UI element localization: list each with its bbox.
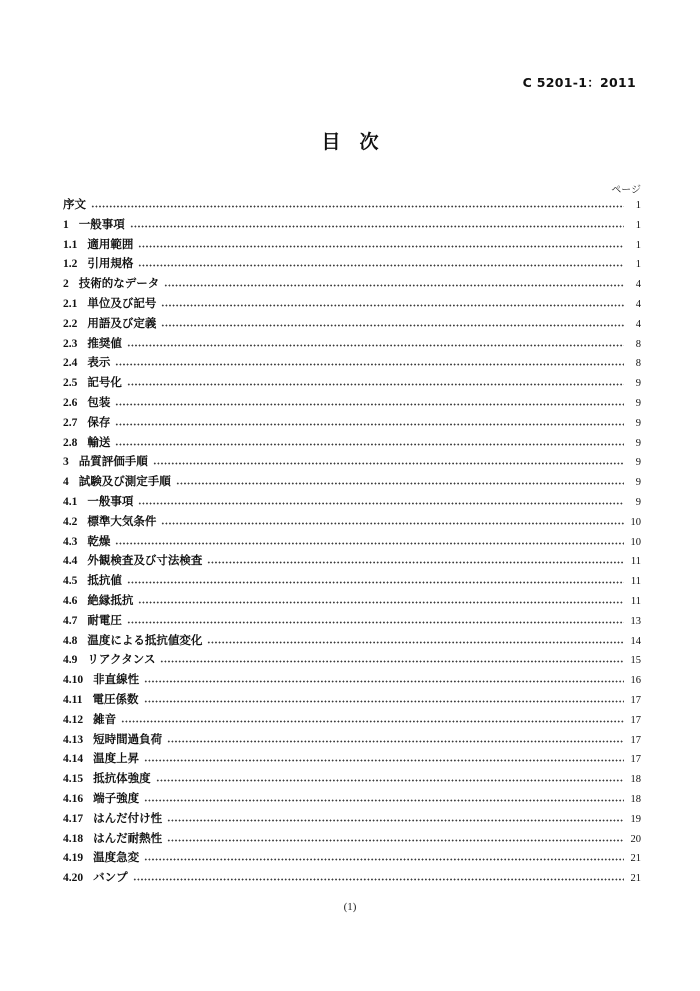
toc-entry-number: 2.5 — [63, 377, 78, 390]
toc-entry-page: 4 — [635, 298, 641, 310]
toc-entry-number: 4.5 — [63, 575, 78, 588]
toc-entry-number: 4.20 — [63, 872, 84, 885]
toc-entry-page: 10 — [630, 536, 641, 548]
toc-entry-page: 9 — [635, 477, 641, 489]
toc-entry — [63, 691, 641, 711]
toc-entry-label: 短時間過負荷 — [93, 731, 163, 746]
toc-entry — [63, 770, 641, 790]
toc-entry-label: 一般事項 — [78, 216, 125, 231]
toc-entry-number: 2.2 — [63, 317, 78, 330]
dotted-leader — [207, 561, 624, 564]
toc-entry-number: 4.4 — [63, 555, 78, 568]
toc-entry-label: バンプ — [93, 870, 128, 885]
toc-entry-page: 9 — [635, 437, 641, 449]
dotted-leader — [127, 621, 624, 624]
dotted-leader — [176, 482, 624, 485]
toc-entry-page: 1 — [635, 200, 641, 211]
toc-entry-number: 2.3 — [63, 337, 78, 350]
toc-entry-number: 4 — [63, 476, 69, 489]
toc-entry-page: 4 — [635, 279, 641, 291]
toc-entry-page: 9 — [635, 397, 641, 409]
toc-entry-page: 17 — [630, 694, 641, 706]
page-column-label: ページ — [611, 185, 641, 196]
toc-entry-page: 21 — [630, 853, 641, 865]
dotted-leader — [91, 205, 624, 208]
toc-entry-page: 16 — [630, 675, 641, 687]
toc-entry — [63, 513, 641, 533]
toc-entry-number: 4.17 — [63, 812, 84, 825]
dotted-leader — [138, 245, 624, 248]
toc-entry-label: 保存 — [87, 414, 111, 429]
toc-entry — [63, 473, 641, 493]
toc-entry-page: 17 — [630, 734, 641, 746]
toc-entry-number: 4.18 — [63, 832, 84, 845]
dotted-leader — [144, 759, 624, 762]
toc-entry-page: 10 — [630, 516, 641, 528]
toc-entry-page: 1 — [635, 219, 641, 231]
toc-entry — [63, 414, 641, 434]
toc-entry — [63, 869, 641, 889]
toc-entry-label: 温度急変 — [93, 850, 140, 865]
toc-entry-number: 2.4 — [63, 357, 78, 370]
toc-entry-number: 1 — [63, 218, 69, 231]
dotted-leader — [127, 344, 624, 347]
toc-entry-label: 表示 — [87, 355, 111, 370]
toc-entry-label: 適用範囲 — [87, 236, 134, 251]
toc-entry-number: 2.6 — [63, 396, 78, 409]
toc-entry-number: 4.11 — [63, 693, 83, 706]
dotted-leader — [130, 225, 624, 228]
toc-entry-number: 4.12 — [63, 713, 84, 726]
toc-entry-number: 2.7 — [63, 416, 78, 429]
toc-entry — [63, 216, 641, 236]
toc-entry-number: 1.1 — [63, 238, 78, 251]
dotted-leader — [153, 462, 624, 465]
dotted-leader — [144, 680, 624, 683]
toc-entry-number: 4.8 — [63, 634, 78, 647]
toc-entry — [63, 552, 641, 572]
dotted-leader — [127, 383, 624, 386]
dotted-leader — [167, 819, 624, 822]
toc-entry-label: 引用規格 — [87, 256, 134, 271]
toc-entry — [63, 790, 641, 810]
toc-entry-page: 1 — [635, 239, 641, 251]
toc-entry — [63, 849, 641, 869]
toc-entry-page: 17 — [630, 754, 641, 766]
dotted-leader — [144, 858, 624, 861]
toc-entry-number: 2.1 — [63, 297, 78, 310]
toc-entry — [63, 394, 641, 414]
toc-entry-number: 4.15 — [63, 773, 84, 786]
dotted-leader — [167, 740, 624, 743]
toc-entry-page: 8 — [635, 358, 641, 370]
toc-entry — [63, 830, 641, 850]
toc-entry-label: 記号化 — [87, 375, 122, 390]
toc-entry-number: 4.13 — [63, 733, 84, 746]
toc-entry-label: 単位及び記号 — [87, 295, 157, 310]
toc-entry — [63, 533, 641, 553]
toc-entry — [63, 572, 641, 592]
toc-entry — [63, 632, 641, 652]
toc-entry-page: 9 — [635, 378, 641, 390]
dotted-leader — [144, 700, 625, 703]
toc-entry — [63, 434, 641, 454]
toc-entry-label: 温度による抵抗値変化 — [87, 632, 203, 647]
toc-entry — [63, 236, 641, 256]
dotted-leader — [115, 443, 624, 446]
toc-entry — [63, 592, 641, 612]
toc-entry-page: 19 — [630, 813, 641, 825]
toc-entry-label: はんだ付け性 — [93, 810, 163, 825]
toc-entry-number: 4.16 — [63, 792, 84, 805]
toc-entry — [63, 315, 641, 335]
toc-entry — [63, 295, 641, 315]
toc-entry-label: 品質評価手順 — [78, 454, 148, 469]
toc-entry-number: 2 — [63, 278, 69, 291]
toc-entry-label: 端子強度 — [93, 790, 140, 805]
toc-entry — [63, 493, 641, 513]
toc-entry-label: 包装 — [87, 394, 111, 409]
toc-title: 目 次 — [321, 131, 379, 153]
dotted-leader — [115, 542, 624, 545]
dotted-leader — [161, 324, 624, 327]
dotted-leader — [207, 641, 624, 644]
dotted-leader — [138, 502, 624, 505]
dotted-leader — [115, 423, 624, 426]
toc-entry-number: 3 — [63, 456, 69, 469]
dotted-leader — [121, 720, 624, 723]
toc-entry-page: 11 — [630, 595, 641, 607]
dotted-leader — [156, 779, 624, 782]
toc-entry-page: 13 — [630, 615, 641, 627]
toc-entry-page: 8 — [635, 338, 641, 350]
toc-entry — [63, 612, 641, 632]
toc-entry-label: 序文 — [63, 197, 86, 211]
toc-entry-label: 絶縁抵抗 — [87, 592, 134, 607]
toc-entry-label: 雑音 — [93, 711, 117, 726]
toc-entry — [63, 671, 641, 691]
dotted-leader — [127, 581, 624, 584]
toc-entry-label: 試験及び測定手順 — [78, 474, 171, 489]
toc-entry-label: 非直線性 — [93, 672, 140, 687]
toc-entry-number: 4.2 — [63, 515, 78, 528]
toc-entry-page: 18 — [630, 774, 641, 786]
toc-entry-number: 4.7 — [63, 614, 78, 627]
toc-entry-label: 電圧係数 — [92, 691, 139, 706]
toc-entry — [63, 750, 641, 770]
toc-entry — [63, 255, 641, 275]
toc-entry-number: 4.1 — [63, 495, 78, 508]
toc-entry-label: 耐電圧 — [87, 612, 122, 627]
dotted-leader — [164, 284, 624, 287]
toc-entry-label: 用語及び定義 — [87, 315, 157, 330]
toc-entry-page: 17 — [630, 714, 641, 726]
toc-entry-page: 9 — [635, 417, 641, 429]
toc-entry — [63, 731, 641, 751]
toc-entry-label: 技術的なデータ — [78, 276, 160, 291]
dotted-leader — [115, 403, 624, 406]
toc-entry — [63, 453, 641, 473]
dotted-leader — [167, 839, 624, 842]
toc-entry-label: リアクタンス — [87, 652, 156, 667]
toc-entry-page: 11 — [630, 556, 641, 568]
toc-entry-page: 14 — [630, 635, 641, 647]
toc-entry — [63, 196, 641, 216]
toc-entry-label: 輸送 — [87, 434, 111, 449]
toc-entry — [63, 711, 641, 731]
dotted-leader — [115, 363, 624, 366]
toc-entry-page: 18 — [630, 793, 641, 805]
dotted-leader — [161, 522, 624, 525]
footer-page-number: (1) — [343, 901, 357, 913]
toc-entry-page: 11 — [630, 576, 641, 588]
toc-entry-label: 一般事項 — [87, 493, 134, 508]
dotted-leader — [161, 304, 624, 307]
toc-list — [63, 196, 641, 889]
toc-entry-number: 4.10 — [63, 674, 84, 687]
dotted-leader — [138, 264, 624, 267]
toc-entry — [63, 651, 641, 671]
toc-entry-page: 20 — [630, 833, 641, 845]
toc-entry-label: 抵抗体強度 — [93, 771, 151, 786]
toc-entry-number: 4.9 — [63, 654, 78, 667]
toc-entry-label: 推奨値 — [87, 335, 122, 350]
toc-entry-number: 4.19 — [63, 852, 84, 865]
toc-entry-label: 温度上昇 — [93, 751, 140, 766]
toc-entry-label: 抵抗値 — [87, 573, 122, 588]
toc-entry — [63, 335, 641, 355]
toc-entry-number: 1.2 — [63, 258, 78, 271]
toc-entry — [63, 275, 641, 295]
toc-entry-label: 乾燥 — [87, 533, 111, 548]
toc-entry-label: はんだ耐熱性 — [93, 830, 163, 845]
dotted-leader — [138, 601, 624, 604]
document-number: C 5201-1：2011 — [522, 75, 636, 90]
toc-entry-label: 外観検査及び寸法検査 — [87, 553, 203, 568]
toc-entry-page: 21 — [630, 873, 641, 885]
toc-entry-page: 9 — [635, 496, 641, 508]
toc-entry — [63, 374, 641, 394]
toc-entry-number: 4.3 — [63, 535, 78, 548]
dotted-leader — [160, 660, 624, 663]
toc-entry — [63, 354, 641, 374]
dotted-leader — [144, 799, 624, 802]
toc-entry-number: 2.8 — [63, 436, 78, 449]
toc-entry-page: 15 — [630, 655, 641, 667]
toc-entry-page: 4 — [635, 318, 641, 330]
toc-entry-number: 4.6 — [63, 594, 78, 607]
toc-entry-label: 標準大気条件 — [87, 513, 157, 528]
toc-entry — [63, 810, 641, 830]
toc-entry-page: 1 — [635, 259, 641, 271]
dotted-leader — [133, 878, 624, 881]
toc-entry-page: 9 — [635, 457, 641, 469]
toc-entry-number: 4.14 — [63, 753, 84, 766]
